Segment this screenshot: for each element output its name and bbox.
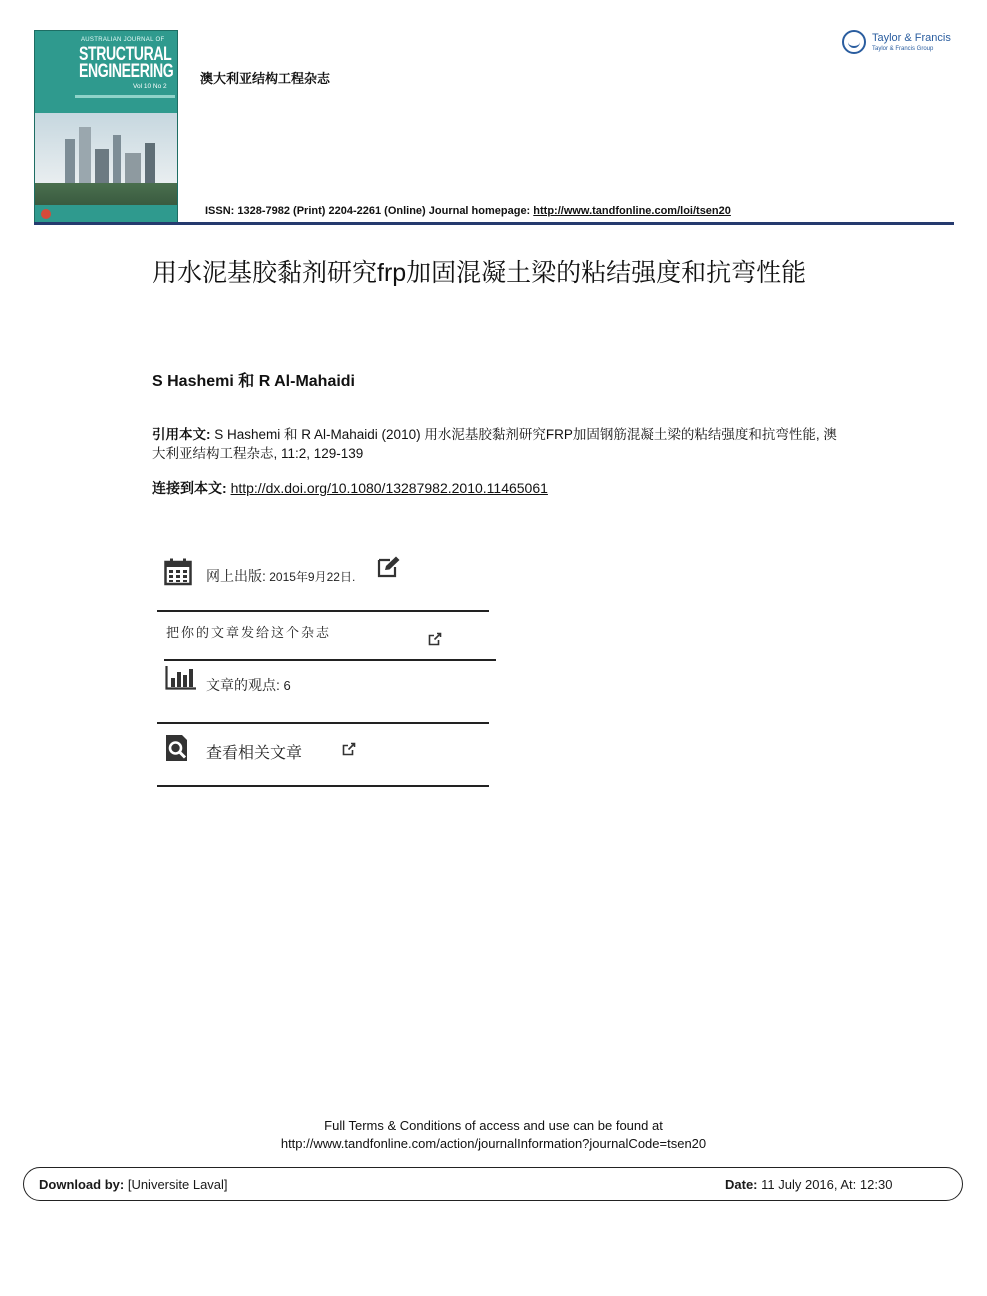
cover-tagline-bar: [75, 95, 175, 98]
cover-building: [79, 127, 91, 183]
cover-building: [113, 135, 121, 183]
issn-line: [205, 205, 731, 217]
citation: [152, 425, 842, 463]
panel-divider: [157, 785, 489, 787]
publisher-group: Taylor & Francis Group: [872, 46, 934, 52]
published-online: [206, 566, 355, 586]
article-link: [152, 478, 548, 498]
views-label: 文章的观点:: [206, 677, 280, 693]
panel-divider: [164, 659, 496, 661]
external-link-icon[interactable]: [428, 632, 442, 646]
header-rule: [34, 222, 954, 225]
cover-title-word1: STRUCTURAL: [79, 44, 172, 65]
cover-title-word2: ENGINEERING: [79, 61, 174, 82]
cover-volume: Vol 10 No 2: [133, 83, 167, 90]
bar-chart-icon: [165, 666, 197, 690]
views-count: 6: [279, 678, 291, 693]
panel-divider: [157, 722, 489, 724]
cover-building: [65, 139, 75, 183]
download-info-bar: [23, 1167, 963, 1201]
citation-label: 引用本文:: [152, 427, 211, 442]
terms-line-1: Full Terms & Conditions of access and use can be found at: [324, 1118, 663, 1133]
cover-building: [145, 143, 155, 183]
calendar-icon: [164, 558, 192, 586]
edit-icon[interactable]: [376, 555, 402, 579]
published-label: 网上出版:: [206, 568, 266, 584]
publisher-logo-icon: [842, 30, 866, 54]
article-authors: S Hashemi 和 R Al-Mahaidi: [152, 373, 356, 390]
published-date: 2015年9月22日.: [265, 570, 356, 584]
download-by-label: Download by:: [39, 1177, 125, 1192]
journal-cover-image: [34, 30, 178, 224]
cover-building: [95, 149, 109, 183]
download-by: [39, 1177, 228, 1192]
cover-seal: [41, 209, 51, 219]
panel-divider: [157, 610, 489, 612]
download-date: [725, 1177, 892, 1192]
article-title: 用水泥基胶黏剂研究frp加固混凝土梁的粘结强度和抗弯性能: [152, 259, 807, 287]
download-date-label: Date:: [725, 1177, 758, 1192]
terms-link[interactable]: http://www.tandfonline.com/action/journalInformation?journalCode=tsen20: [280, 1136, 707, 1151]
publisher-logo[interactable]: [842, 30, 962, 56]
doi-link[interactable]: http://dx.doi.org/10.1080/13287982.2010.11465061: [230, 480, 548, 496]
download-by-value: [Universite Laval]: [124, 1177, 228, 1192]
article-views: [206, 675, 291, 695]
cover-building: [125, 153, 141, 183]
cover-bottom-band: [35, 205, 177, 223]
download-date-value: 11 July 2016, At: 12:30: [757, 1177, 893, 1192]
cover-overline: AUSTRALIAN JOURNAL OF: [81, 37, 165, 43]
publisher-name: Taylor & Francis: [872, 32, 951, 44]
issn-text: ISSN: 1328-7982 (Print) 2204-2261 (Online) Journal homepage:: [205, 205, 534, 217]
journal-name: 澳大利亚结构工程杂志: [200, 71, 331, 86]
article-link-label: 连接到本文:: [152, 480, 227, 496]
related-articles-link[interactable]: 查看相关文章: [206, 745, 303, 762]
submit-article-link[interactable]: 把你的文章发给这个杂志: [166, 625, 332, 640]
terms-notice: [0, 1117, 987, 1153]
journal-homepage-link[interactable]: http://www.tandfonline.com/loi/tsen20: [533, 205, 731, 217]
citation-text: S Hashemi 和 R Al-Mahaidi (2010) 用水泥基胶黏剂研究FRP加固钢筋混凝土梁的粘结强度和抗弯性能, 澳大利亚结构工程杂志, 11:2, 129-139: [152, 427, 837, 461]
external-link-icon[interactable]: [342, 742, 356, 756]
search-document-icon: [165, 734, 191, 762]
